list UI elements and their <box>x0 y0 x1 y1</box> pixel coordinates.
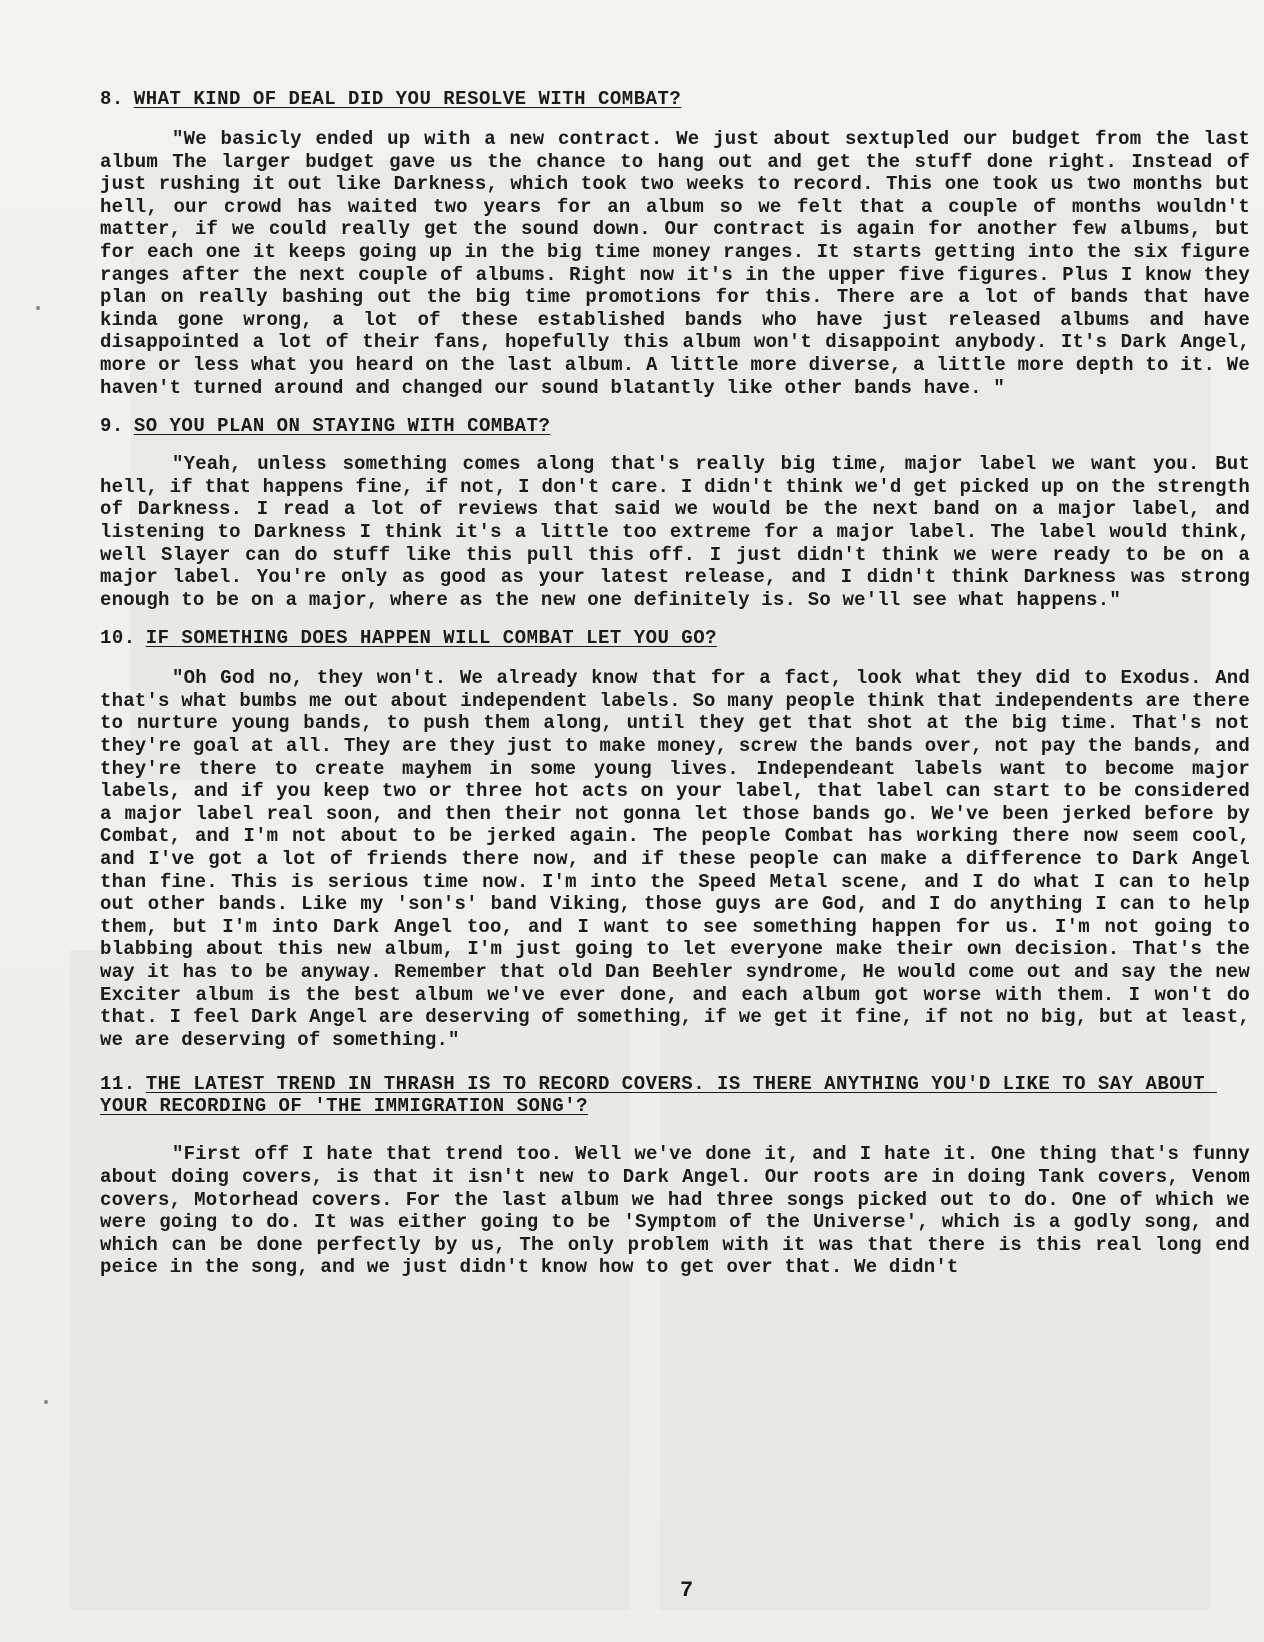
question-number: 8. <box>100 88 124 110</box>
page-number: 7 <box>680 1578 694 1603</box>
question-11 <box>100 1073 1250 1117</box>
question-text: THE LATEST TREND IN THRASH IS TO RECORD COVERS. IS THERE ANYTHING YOU'D LIKE TO SAY ABOUT YOUR RECORDING OF 'THE IMMIGRATION SONG'? <box>100 1073 1217 1118</box>
answer-text: "Yeah, unless something comes along that's really big time, major label we want you. But hell, if that happens fine, if not, I don't care. I didn't think we'd get picked up on the strength of Darkness. I read a lot of reviews that said we would be the next band on a major label, and listening to Darkness I think it's a little too extreme for a major label. The label would think, well Slayer can do stuff like this pull this off. I just didn't think we were ready to be on a major label. You're only as good as your latest release, and I didn't think Darkness was strong enough to be on a major, where as the new one definitely is. So we'll see what happens." <box>100 453 1250 611</box>
question-number: 11. <box>100 1073 136 1096</box>
article-column <box>100 88 1250 1279</box>
answer-8 <box>100 128 1250 399</box>
question-8 <box>100 88 1250 110</box>
answer-text: "Oh God no, they won't. We already know that for a fact, look what they did to Exodus. And that's what bumbs me out about independent labels. So many people think that independents are there to nurture young bands, to push them along, until they get that shot at the big time. That's not they're goal at all. They are they just to make money, screw the bands over, not pay the bands, and they're there to create mayhem in some young lives. Independeant labels want to become major labels, and if you keep two or three hot acts on your label, that label can start to be considered a major label real soon, and then their not gonna let those bands go. We've been jerked before by Combat, and I'm not about to be jerked again. The people Combat has working there now seem cool, and I've got a lot of friends there now, and if these people can make a difference to Dark Angel than fine. This is serious time now. I'm into the Speed Metal scene, and I do what I can to help out other bands. Like my 'son's' band Viking, those guys are God, and I do anything I can to help them, but I'm into Dark Angel too, and I want to see something happen for us. I'm not going to blabbing about this new album, I'm just going to let everyone make their own decision. That's the way it has to be anyway. Remember that old Dan Beehler syndrome, He would come out and say the new Exciter album is the best album we've ever done, and each album got worse with them. I won't do that. I feel Dark Angel are deserving of something, if we get it fine, if not no big, but at least, we are deserving of something." <box>100 667 1250 1051</box>
answer-10 <box>100 667 1250 1051</box>
question-text: IF SOMETHING DOES HAPPEN WILL COMBAT LET YOU GO? <box>145 627 718 650</box>
question-text: SO YOU PLAN ON STAYING WITH COMBAT? <box>133 415 551 438</box>
answer-text: "First off I hate that trend too. Well we've done it, and I hate it. One thing that's funny about doing covers, is that it isn't new to Dark Angel. Our roots are in doing Tank covers, Venom covers, Motorhead covers. For the last album we had three songs picked out to do. One of which we were going to do. It was either going to be 'Symptom of the Universe', which is a godly song, and which can be done perfectly by us, The only problem with it was that there is this real long end peice in the song, and we just didn't know how to get over that. We didn't <box>100 1143 1250 1279</box>
question-text: WHAT KIND OF DEAL DID YOU RESOLVE WITH COMBAT? <box>133 88 682 110</box>
answer-9 <box>100 453 1250 611</box>
question-10 <box>100 627 1250 649</box>
punch-mark <box>36 306 40 310</box>
punch-mark <box>44 1400 48 1404</box>
answer-11 <box>100 1143 1250 1279</box>
question-number: 9. <box>100 415 124 438</box>
answer-text: "We basicly ended up with a new contract. We just about sextupled our budget from the last album The larger budget gave us the chance to hang out and get the stuff done right. Instead of just rushing it out like Darkness, which took two weeks to record. This one took us two months but hell, our crowd has waited two years for an album so we felt that a couple of months wouldn't matter, if we could really get the sound down. Our contract is again for another few albums, but for each one it keeps going up in the big time money ranges. It starts getting into the six figure ranges after the next couple of albums. Right now it's in the upper five figures. Plus I know they plan on really bashing out the big time promotions for this. There are a lot of bands that have kinda gone wrong, a lot of these established bands who have just released albums and have disappointed a lot of their fans, hopefully this album won't disappoint anybody. It's Dark Angel, more or less what you heard on the last album. A little more diverse, a little more depth to it. We haven't turned around and changed our sound blatantly like other bands have. " <box>100 128 1250 399</box>
question-number: 10. <box>100 627 136 650</box>
question-9 <box>100 415 1250 437</box>
